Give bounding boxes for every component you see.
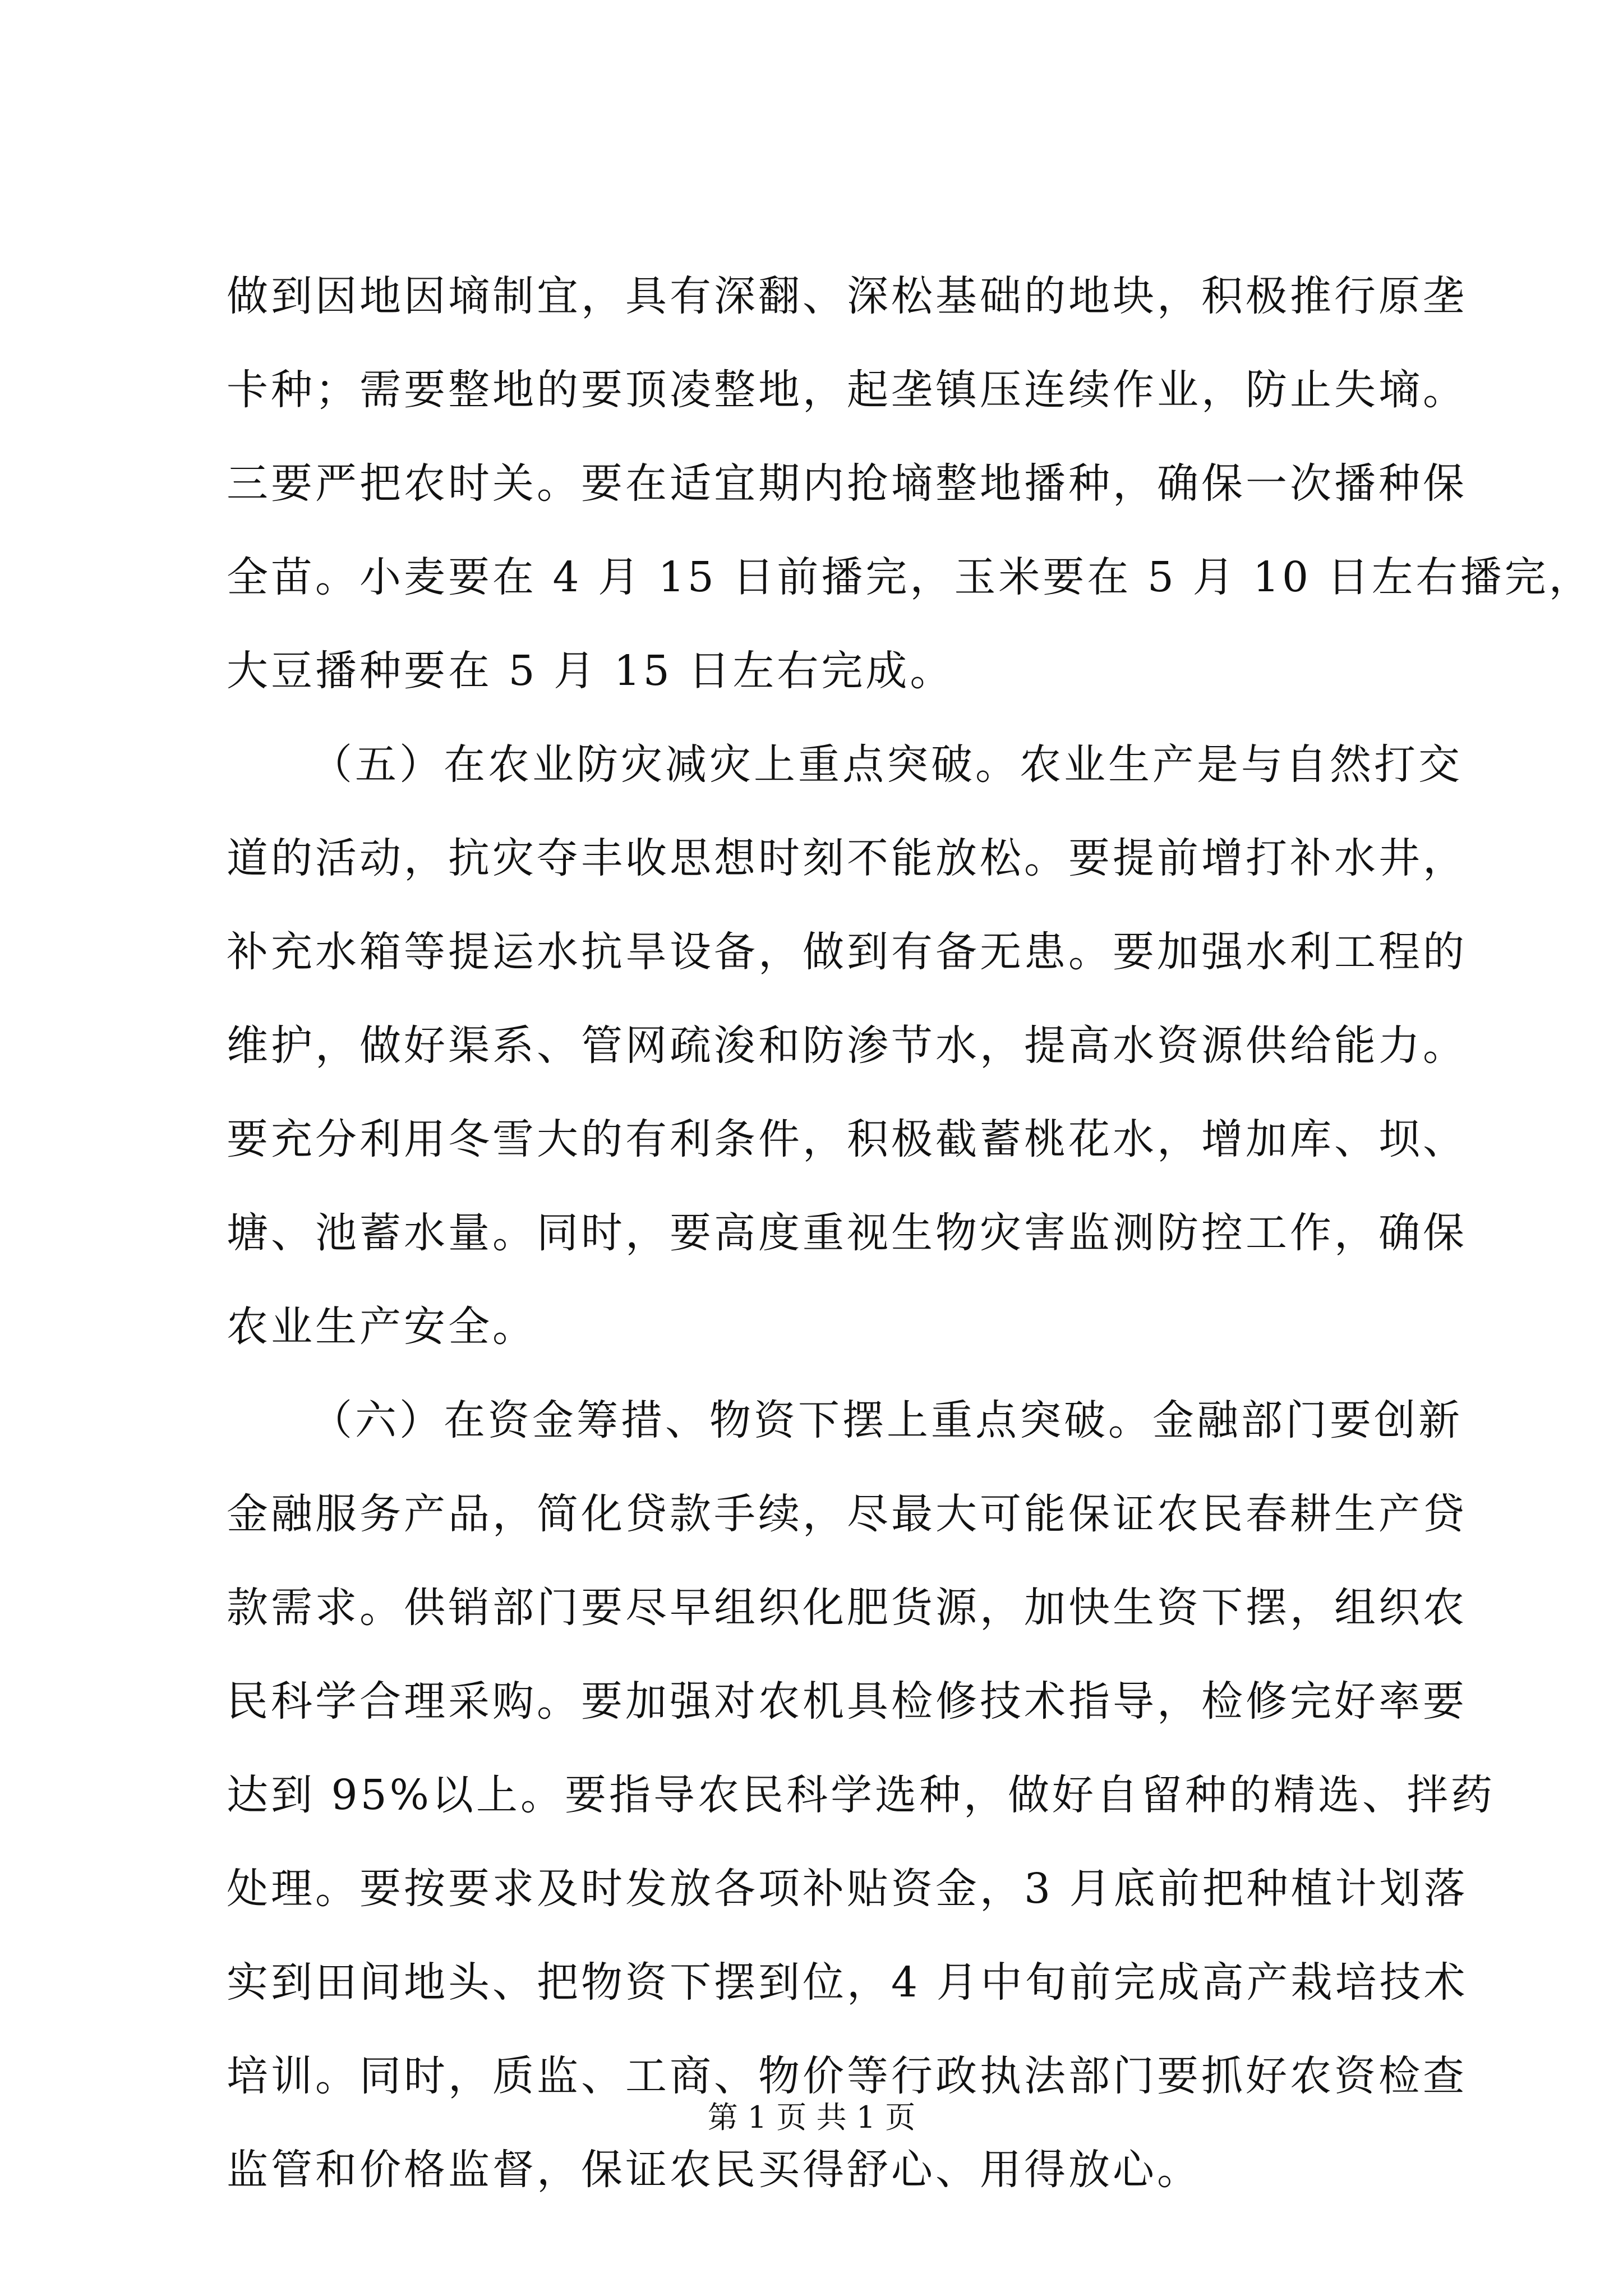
text-line: 实到田间地头、把物资下摆到位，4 月中旬前完成高产栽培技术 bbox=[227, 1958, 1468, 2007]
text-line: 做到因地因墒制宜，具有深翻、深松基础的地块，积极推行原垄 bbox=[227, 272, 1467, 320]
text-line: 处理。要按要求及时发放各项补贴资金，3 月底前把种植计划落 bbox=[227, 1865, 1468, 1913]
text-line: 要充分利用冬雪大的有利条件，积极截蓄桃花水，增加库、坝、 bbox=[227, 1115, 1467, 1163]
text-line: 补充水箱等提运水抗旱设备，做到有备无患。要加强水利工程的 bbox=[227, 928, 1467, 976]
text-line: 农业生产安全。 bbox=[227, 1303, 537, 1351]
text-line: 达到 95%以上。要指导农民科学选种，做好自留种的精选、拌药 bbox=[227, 1771, 1495, 1819]
text-line: 卡种；需要整地的要顶凌整地，起垄镇压连续作业，防止失墒。 bbox=[227, 366, 1467, 414]
text-line: 监管和价格监督，保证农民买得舒心、用得放心。 bbox=[227, 2146, 1201, 2194]
paragraph-five-heading-line: （五）在农业防灾减灾上重点突破。农业生产是与自然打交 bbox=[311, 740, 1463, 789]
text-line: 三要严把农时关。要在适宜期内抢墒整地播种，确保一次播种保 bbox=[227, 459, 1467, 508]
text-line: 大豆播种要在 5 月 15 日左右完成。 bbox=[227, 647, 955, 695]
text-line: 全苗。小麦要在 4 月 15 日前播完，玉米要在 5 月 10 日左右播完， bbox=[227, 553, 1593, 601]
text-line: 塘、池蓄水量。同时，要高度重视生物灾害监测防控工作，确保 bbox=[227, 1209, 1467, 1257]
text-line: 培训。同时，质监、工商、物价等行政执法部门要抓好农资检查 bbox=[227, 2052, 1467, 2100]
paragraph-six-heading-line: （六）在资金筹措、物资下摆上重点突破。金融部门要创新 bbox=[311, 1396, 1463, 1444]
document-body bbox=[227, 250, 1593, 2217]
text-line: 金融服务产品，简化贷款手续，尽最大可能保证农民春耕生产贷 bbox=[227, 1490, 1467, 1538]
page-footer: 第 1 页 共 1 页 bbox=[707, 2100, 916, 2135]
text-line: 道的活动，抗灾夺丰收思想时刻不能放松。要提前增打补水井， bbox=[227, 834, 1467, 882]
text-line: 维护，做好渠系、管网疏浚和防渗节水，提高水资源供给能力。 bbox=[227, 1022, 1467, 1070]
text-line: 款需求。供销部门要尽早组织化肥货源，加快生资下摆，组织农 bbox=[227, 1584, 1467, 1632]
text-line: 民科学合理采购。要加强对农机具检修技术指导，检修完好率要 bbox=[227, 1677, 1467, 1726]
